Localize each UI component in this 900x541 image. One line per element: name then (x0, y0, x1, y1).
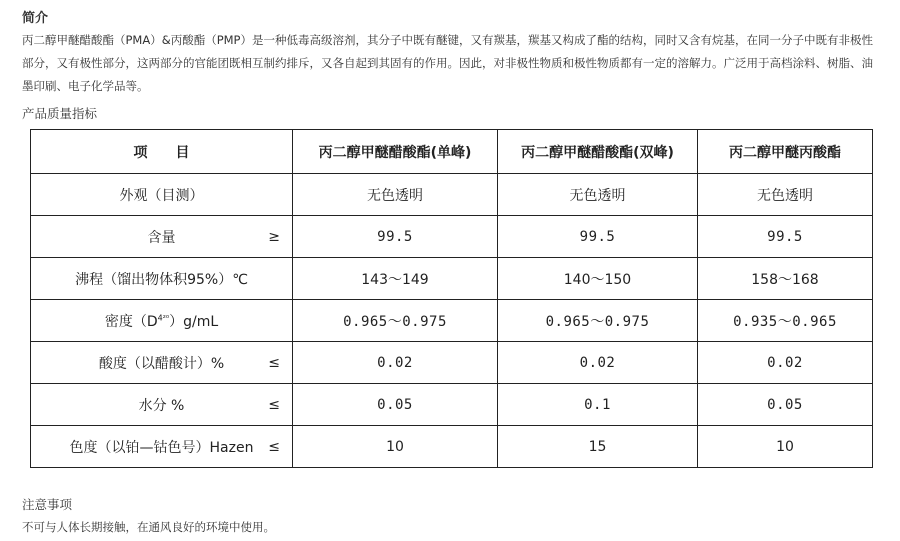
row-label: 酸度（以醋酸计）% (98, 355, 225, 372)
row-symbol: ≤ (268, 354, 280, 371)
row-symbol: ≤ (268, 438, 280, 455)
table-cell: 0.02 (698, 342, 873, 384)
row-symbol: ≤ (268, 396, 280, 413)
row-label (31, 311, 292, 331)
row-label: 含量 (147, 229, 176, 246)
header-pma-double: 丙二醇甲醚醋酸酯(双峰) (498, 130, 698, 174)
row-label: 水分 % (138, 397, 185, 414)
density-label-tail: ）g/mL (169, 313, 219, 330)
table-cell: 0.935～0.965 (698, 300, 873, 342)
table-cell: 0.05 (698, 384, 873, 426)
density-label-main: 密度（D (104, 313, 158, 330)
table-cell: 99.5 (498, 216, 698, 258)
table-row (31, 258, 873, 300)
row-label: 色度（以铂—钴色号）Hazen (69, 439, 254, 456)
table-row (31, 300, 873, 342)
row-label-cell (31, 384, 293, 426)
table-cell: 158～168 (698, 258, 873, 300)
row-label-cell (31, 216, 293, 258)
table-cell: 0.02 (498, 342, 698, 384)
row-label: 外观（目测） (119, 187, 204, 204)
row-label-cell (31, 258, 293, 300)
intro-paragraph: 丙二醇甲醚醋酸酯（PMA）&丙酸酯（PMP）是一种低毒高级溶剂，其分子中既有醚键，又有羰基，羰基又构成了酯的结构，同时又含有烷基，在同一分子中既有非极性部分，又有极性部分，这两部分的官能团既相互制约排斥，又各自起到其固有的作用。因此，对非极性物质和极性物质都有一定的溶解力。广泛用于高档涂料、树脂、油墨印刷、电子化学品等。 (22, 33, 873, 93)
table-cell: 99.5 (698, 216, 873, 258)
table-row (31, 384, 873, 426)
row-label: 沸程（馏出物体积95%）℃ (75, 271, 248, 288)
header-pmp: 丙二醇甲醚丙酸酯 (698, 130, 873, 174)
table-row (31, 174, 873, 216)
table-cell: 10 (698, 426, 873, 468)
table-cell: 143～149 (293, 258, 498, 300)
table-cell: 10 (293, 426, 498, 468)
table-cell: 0.965～0.975 (498, 300, 698, 342)
table-cell: 无色透明 (498, 174, 698, 216)
table-cell: 99.5 (293, 216, 498, 258)
row-symbol: ≥ (268, 228, 280, 245)
table-header-row (31, 130, 873, 174)
table-row (31, 216, 873, 258)
row-label-cell (31, 174, 293, 216)
notes-text: 不可与人体长期接触，在通风良好的环境中使用。 (22, 520, 275, 534)
notes-heading: 注意事项 (22, 497, 73, 512)
density-label-sup: 4²⁰ (157, 312, 170, 322)
row-label-cell (31, 426, 293, 468)
table-cell: 无色透明 (293, 174, 498, 216)
row-label-cell (31, 342, 293, 384)
table-cell: 15 (498, 426, 698, 468)
header-pma-single: 丙二醇甲醚醋酸酯(单峰) (293, 130, 498, 174)
header-item: 项 目 (31, 130, 293, 174)
table-row (31, 342, 873, 384)
table-cell: 0.02 (293, 342, 498, 384)
table-cell: 0.05 (293, 384, 498, 426)
table-cell: 0.965～0.975 (293, 300, 498, 342)
table-cell: 0.1 (498, 384, 698, 426)
quality-heading: 产品质量指标 (22, 106, 98, 121)
table-cell: 无色透明 (698, 174, 873, 216)
intro-heading: 简介 (22, 11, 49, 26)
quality-spec-table (30, 129, 873, 468)
row-label-cell (31, 300, 293, 342)
table-cell: 140～150 (498, 258, 698, 300)
table-row (31, 426, 873, 468)
